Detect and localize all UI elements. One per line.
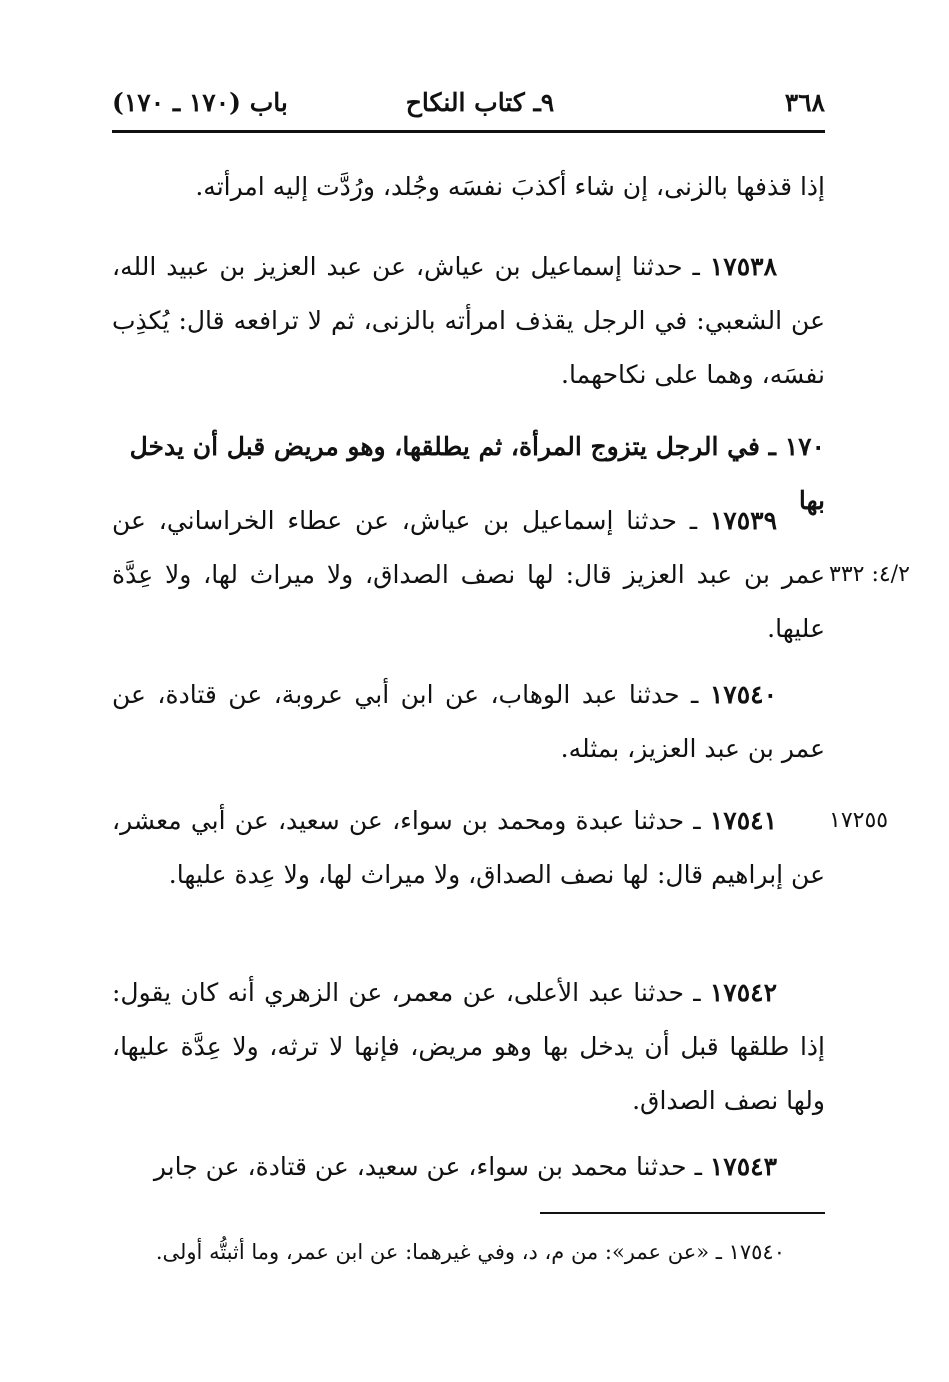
hadith-text: ـ حدثنا عبدة ومحمد بن سواء، عن سعيد، عن أبي معشر، عن إبراهيم قال: لها نصف الصداق، ولا ميراث لها، ولا عِدة عليها. <box>112 806 825 889</box>
hadith-number: ١٧٥٤٢ <box>709 978 777 1007</box>
chapter-range: باب (١٧٠ ـ ١٧٠) <box>112 88 288 117</box>
hadith-text: ـ حدثنا إسماعيل بن عياش، عن عبد العزيز بن عبيد الله، عن الشعبي: في الرجل يقذف امرأته بالزنى، ثم لا ترافعه قال: يُكذِب نفسَه، وهما على نكاحهما. <box>112 252 825 389</box>
hadith-17540 <box>112 668 825 776</box>
header-divider <box>112 130 825 133</box>
margin-reference: ٤/٢: ٣٣٢ <box>829 562 910 587</box>
hadith-number: ١٧٥٣٨ <box>709 252 777 281</box>
hadith-text: ـ حدثنا إسماعيل بن عياش، عن عطاء الخراساني، عن عمر بن عبد العزيز قال: لها نصف الصداق، ولا ميراث لها، ولا عِدَّة عليها. <box>112 506 825 643</box>
hadith-text: ـ حدثنا محمد بن سواء، عن سعيد، عن قتادة، عن جابر <box>153 1152 710 1181</box>
hadith-text: ـ حدثنا عبد الوهاب، عن ابن أبي عروبة، عن قتادة، عن عمر بن عبد العزيز، بمثله. <box>112 680 825 763</box>
hadith-17543 <box>112 1140 825 1194</box>
paragraph-continuation <box>112 160 825 214</box>
footnote: ١٧٥٤٠ ـ «عن عمر»: من م، د، وفي غيرهما: عن ابن عمر، وما أثبتُّه أولى. <box>155 1240 785 1264</box>
book-title: ٩ـ كتاب النكاح <box>405 88 555 117</box>
hadith-number: ١٧٥٤٠ <box>709 680 777 709</box>
hadith-number: ١٧٥٤١ <box>709 806 777 835</box>
hadith-17541 <box>112 794 825 902</box>
page-number: ٣٦٨ <box>784 88 825 117</box>
hadith-number: ١٧٥٣٩ <box>709 506 777 535</box>
hadith-17542 <box>112 966 825 1128</box>
section-heading: ١٧٠ ـ في الرجل يتزوج المرأة، ثم يطلقها، وهو مريض قبل أن يدخل بها <box>129 432 825 515</box>
footnote-divider <box>540 1212 825 1214</box>
paragraph-text: إذا قذفها بالزنى، إن شاء أكذبَ نفسَه وجُلد، ورُدَّت إليه امرأته. <box>195 172 825 201</box>
hadith-17539 <box>112 494 825 656</box>
hadith-text: ـ حدثنا عبد الأعلى، عن معمر، عن الزهري أنه كان يقول: إذا طلقها قبل أن يدخل بها وهو مريض، فإنها لا ترثه، ولا عِدَّة عليها، ولها نصف الصداق. <box>112 978 825 1115</box>
hadith-17538 <box>112 240 825 402</box>
margin-reference: ١٧٢٥٥ <box>829 808 889 833</box>
hadith-number: ١٧٥٤٣ <box>709 1152 777 1181</box>
